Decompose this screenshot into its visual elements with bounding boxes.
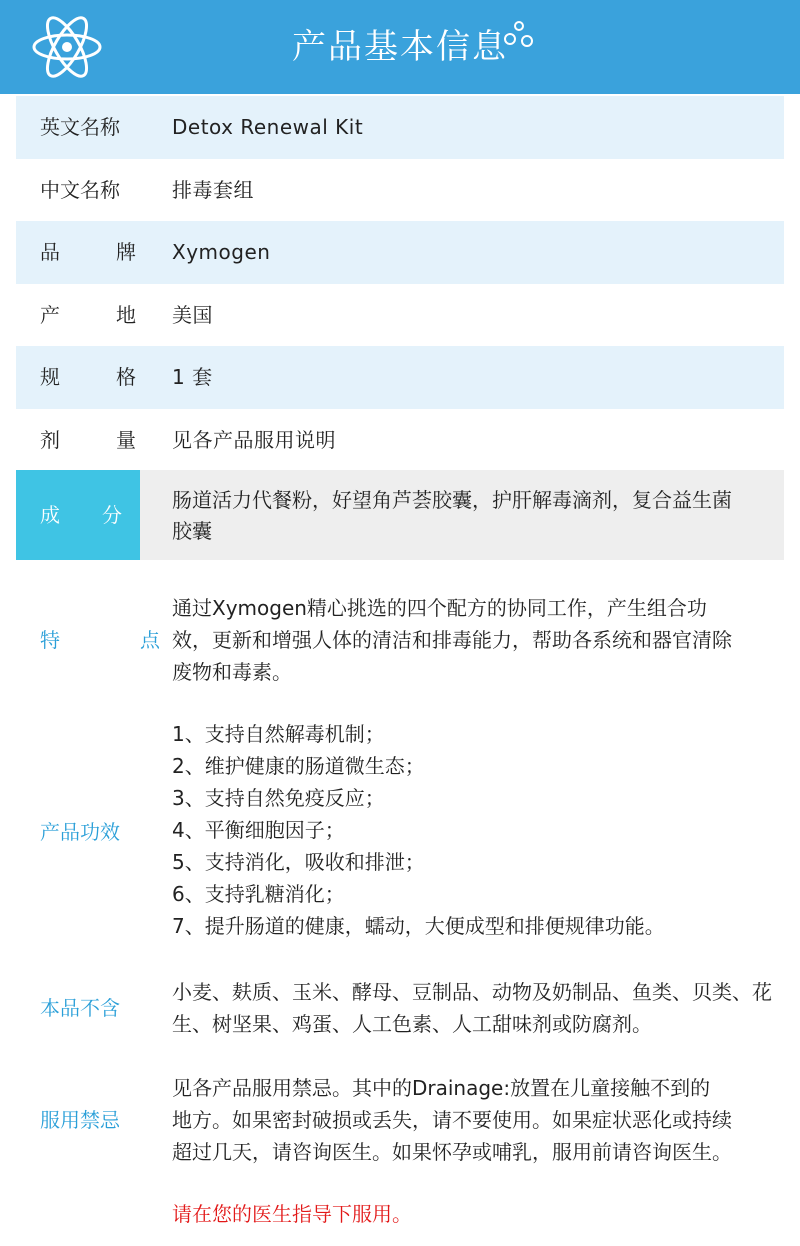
row-ingredients xyxy=(16,470,784,560)
doctor-warning: 请在您的医生指导下服用。 xyxy=(172,1202,412,1226)
row-value: 排毒套组 xyxy=(172,178,254,202)
list-item: 3、支持自然免疫反应； xyxy=(172,786,385,810)
page-title: 产品基本信息 xyxy=(292,27,508,67)
features-text: 通过Xymogen精心挑选的四个配方的协同工作，产生组合功 效，更新和增强人体的清洁和排毒能力，帮助各系统和器官清除 废物和毒素。 xyxy=(172,596,732,684)
row-label: 规 格 xyxy=(40,365,136,389)
ingredients-value: 肠道活力代餐粉，好望角芦荟胶囊，护肝解毒滴剂，复合益生菌 胶囊 xyxy=(172,488,732,543)
efficacy-list xyxy=(172,718,752,942)
list-item: 4、平衡细胞因子； xyxy=(172,818,345,842)
row-label: 品 牌 xyxy=(40,240,136,264)
row-label: 中文名称 xyxy=(40,178,120,202)
contraindications-label: 服用禁忌 xyxy=(40,1108,120,1132)
row-chinese-name xyxy=(16,159,784,222)
ingredients-label: 成 分 xyxy=(16,470,140,560)
efficacy-label: 产品功效 xyxy=(40,820,120,844)
header-bar xyxy=(0,0,800,94)
row-label: 产 地 xyxy=(40,303,136,327)
row-origin xyxy=(16,284,784,347)
row-spec xyxy=(16,346,784,409)
row-value: 1 套 xyxy=(172,365,213,389)
row-english-name xyxy=(16,96,784,159)
row-dosage xyxy=(16,409,784,472)
contraindications-text: 见各产品服用禁忌。其中的Drainage:放置在儿童接触不到的 地方。如果密封破损或丢失，请不要使用。如果症状恶化或持续 超过几天，请咨询医生。如果怀孕或哺乳，服用前请咨询医生。 xyxy=(172,1076,732,1164)
list-item: 6、支持乳糖消化； xyxy=(172,882,345,906)
list-item: 2、维护健康的肠道微生态； xyxy=(172,754,425,778)
row-label: 英文名称 xyxy=(40,115,120,139)
row-value: Detox Renewal Kit xyxy=(172,115,364,139)
row-brand xyxy=(16,221,784,284)
row-label: 剂 量 xyxy=(40,428,136,452)
free-of-text: 小麦、麸质、玉米、酵母、豆制品、动物及奶制品、鱼类、贝类、花 生、树坚果、鸡蛋、人工色素、人工甜味剂或防腐剂。 xyxy=(172,980,772,1036)
list-item: 7、提升肠道的健康，蠕动，大便成型和排便规律功能。 xyxy=(172,914,665,938)
features-label: 特 点 xyxy=(40,628,160,652)
bubbles-icon xyxy=(503,20,535,50)
list-item: 1、支持自然解毒机制； xyxy=(172,722,385,746)
row-value: 见各产品服用说明 xyxy=(172,428,336,452)
row-value: Xymogen xyxy=(172,240,271,264)
free-of-label: 本品不含 xyxy=(40,996,120,1020)
row-value: 美国 xyxy=(172,303,213,327)
list-item: 5、支持消化，吸收和排泄； xyxy=(172,850,425,874)
